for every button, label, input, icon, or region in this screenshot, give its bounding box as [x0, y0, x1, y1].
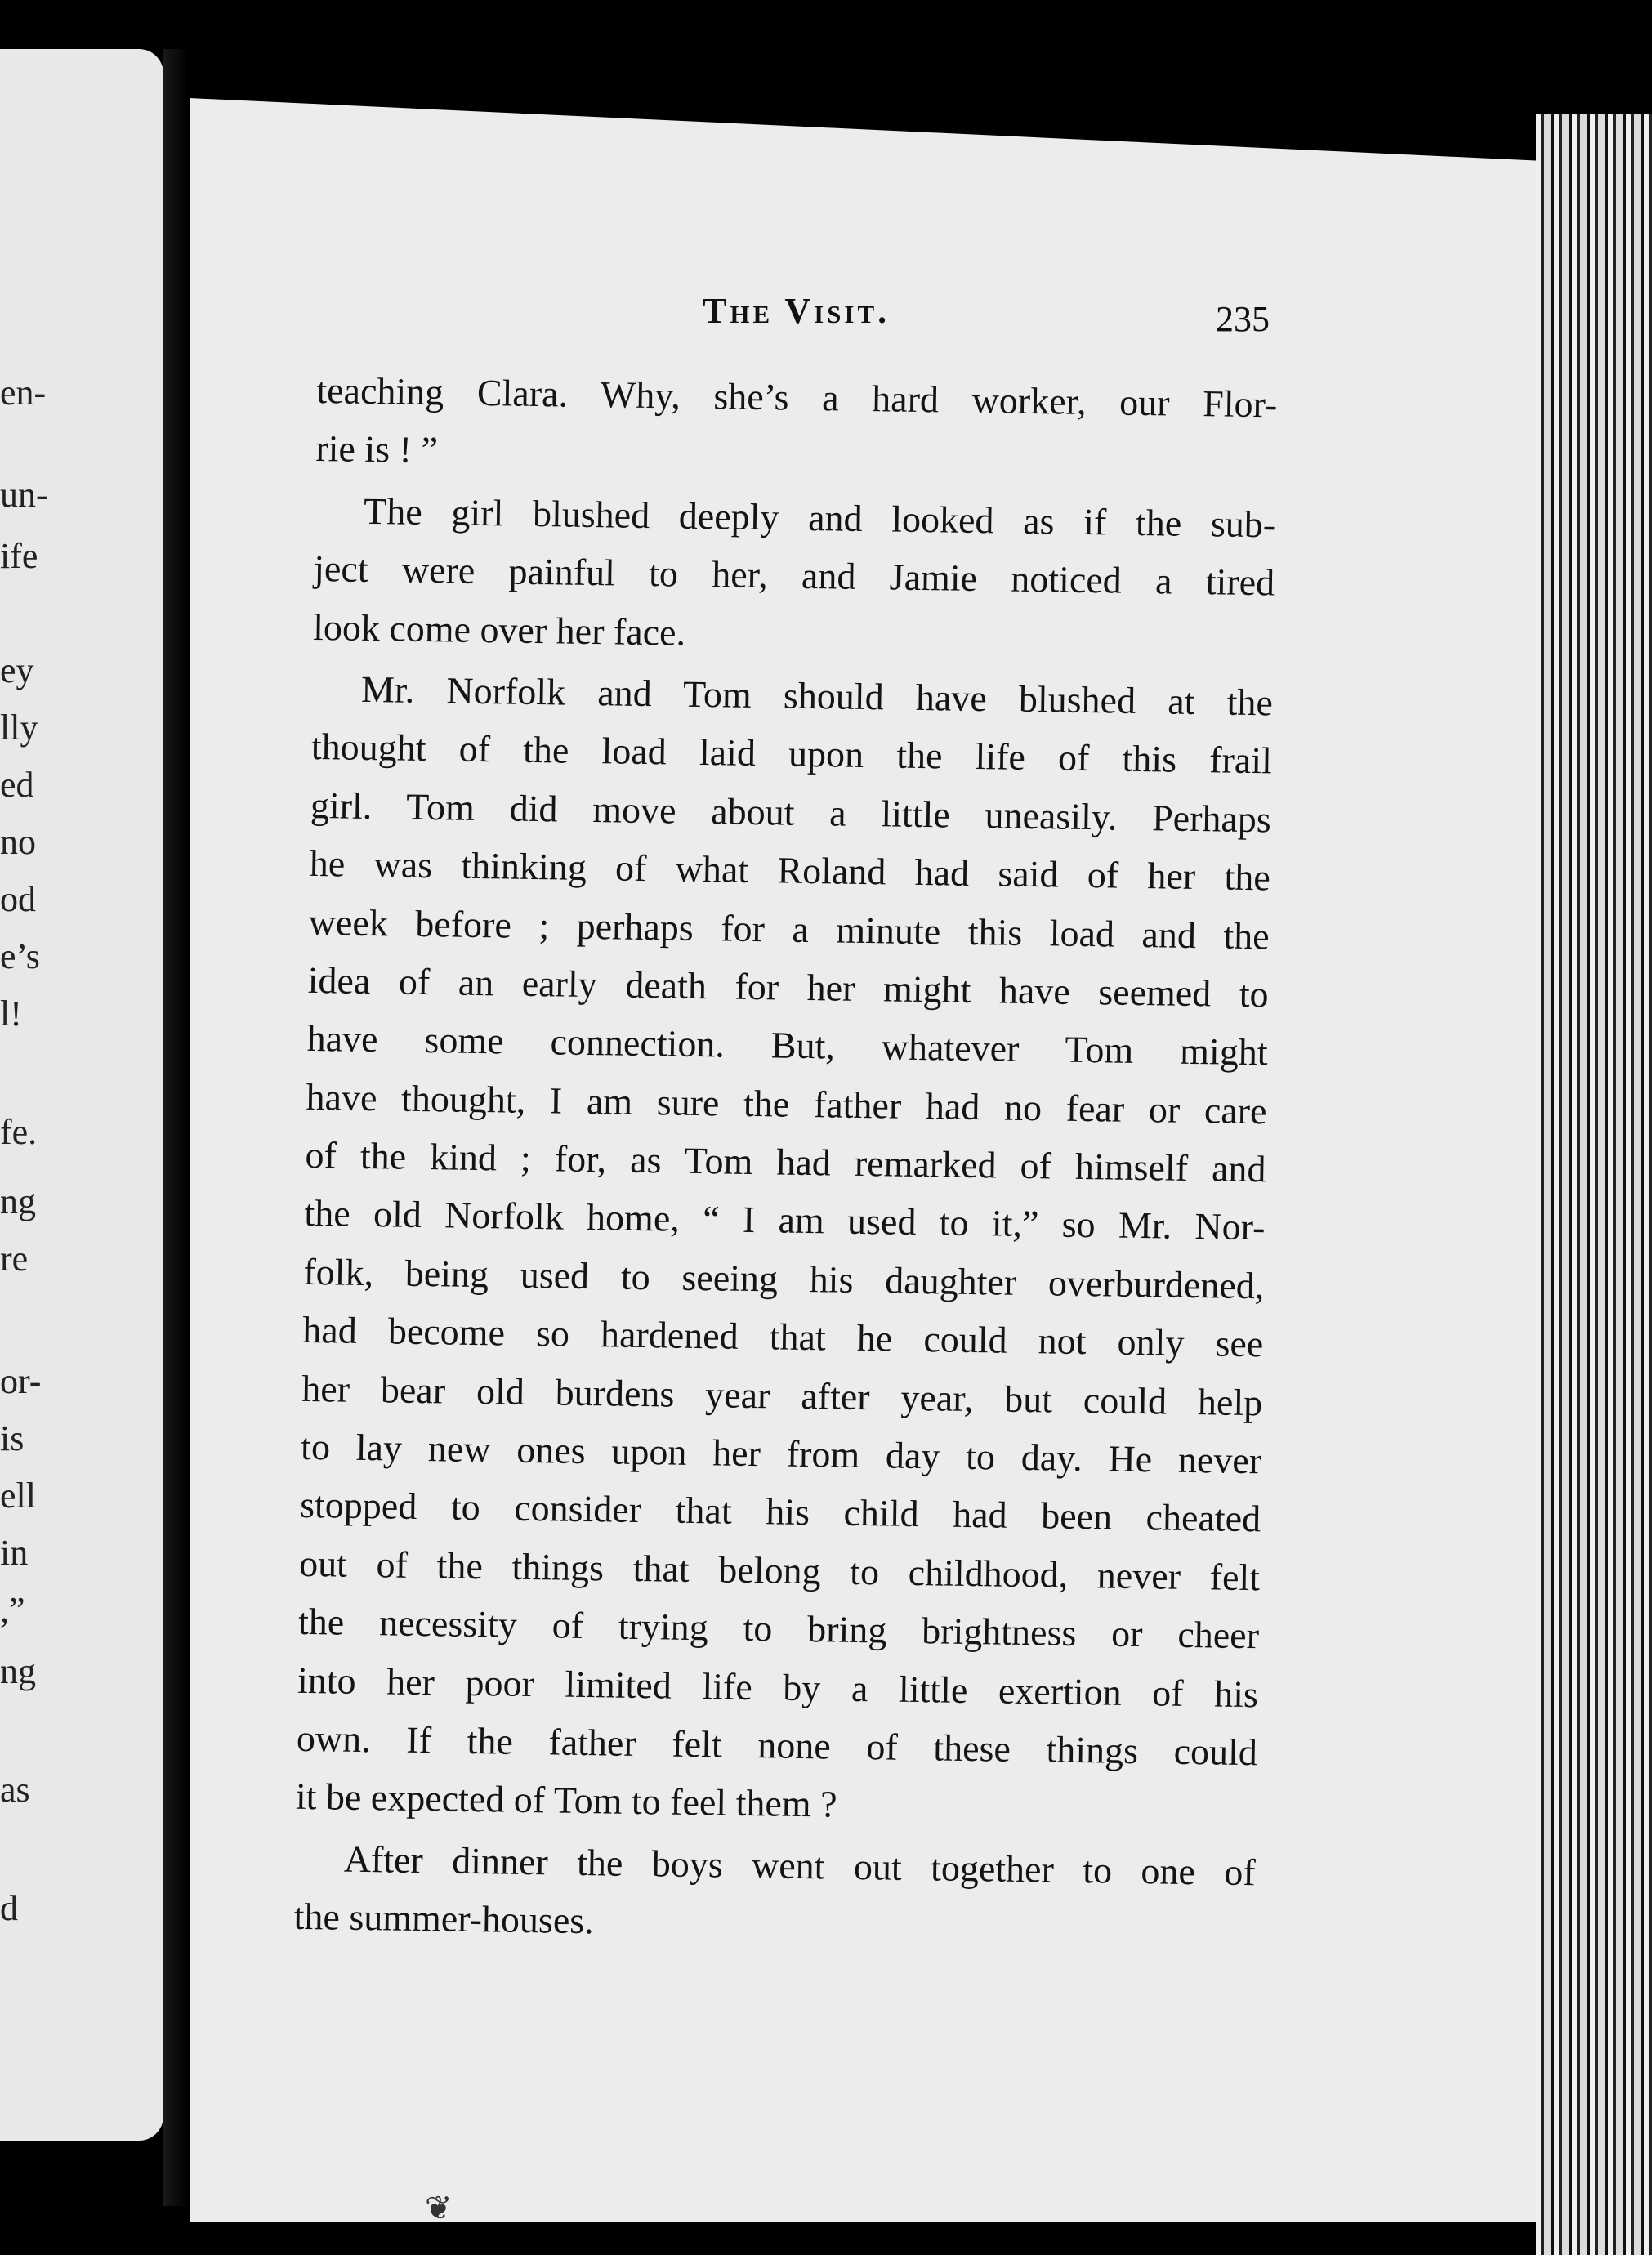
left-page-fragment: no	[0, 822, 36, 862]
text-line: girl. Tom did move about a little uneasily. Perhaps	[310, 784, 1272, 841]
text-line: idea of an early death for her might have seemed to	[307, 958, 1270, 1016]
text-line: the summer-houses.	[293, 1895, 595, 1942]
text-line: week before ; perhaps for a minute this load and the	[308, 900, 1270, 957]
left-facing-page	[0, 49, 163, 2141]
text-line: teaching Clara. Why, she’s a hard worker, our Flor-	[316, 368, 1278, 426]
running-head: The Visit.	[703, 291, 891, 331]
text-line: it be expected of Tom to feel them ?	[295, 1775, 837, 1826]
body-text	[293, 361, 1278, 1960]
text-line: After dinner the boys went out together to one of	[343, 1837, 1257, 1894]
page-edges	[1536, 114, 1652, 2255]
left-page-fragment: ey	[0, 650, 34, 690]
text-line: to lay new ones upon her from day to day. He never	[300, 1425, 1262, 1482]
text-line: into her poor limited life by a little exertion of his	[297, 1659, 1259, 1715]
left-page-fragment: ,”	[0, 1590, 25, 1630]
left-page-fragment: fe.	[0, 1112, 38, 1152]
text-line: have thought, I am sure the father had no fear or care	[306, 1075, 1267, 1132]
left-page-fragment: as	[0, 1770, 30, 1810]
left-page-fragment: lly	[0, 708, 38, 748]
text-line: ject were painful to her, and Jamie noticed a tired	[313, 547, 1275, 604]
text-line: stopped to consider that his child had been cheated	[299, 1484, 1261, 1540]
left-page-fragment: d	[0, 1888, 18, 1928]
left-page-fragment: in	[0, 1533, 29, 1573]
page-number: 235	[1216, 299, 1270, 339]
text-line: her bear old burdens year after year, but could help	[301, 1367, 1263, 1423]
left-page-fragment: re	[0, 1239, 29, 1279]
left-page-fragment: ife	[0, 536, 38, 576]
binding-gutter	[163, 49, 188, 2206]
text-line: out of the things that belong to childhood, never felt	[298, 1542, 1261, 1599]
text-line: had become so hardened that he could not only see	[302, 1309, 1264, 1365]
left-page-fragment: od	[0, 879, 36, 919]
text-line: he was thinking of what Roland had said of her the	[309, 842, 1271, 899]
left-page-fragment: ell	[0, 1476, 36, 1516]
left-page-fragment: is	[0, 1418, 25, 1458]
text-line: look come over her face.	[312, 605, 686, 654]
text-line: the necessity of trying to bring brightness or cheer	[297, 1601, 1260, 1657]
left-page-fragment: ng	[0, 1181, 36, 1221]
left-page-fragment: l!	[0, 994, 22, 1034]
text-line: folk, being used to seeing his daughter overburdened,	[303, 1250, 1265, 1307]
text-line: own. If the father felt none of these things could	[296, 1717, 1258, 1774]
text-line: The girl blushed deeply and looked as if the sub-	[363, 489, 1276, 546]
left-page-fragment: un-	[0, 475, 48, 515]
text-line: Mr. Norfolk and Tom should have blushed at the	[360, 668, 1274, 724]
left-page-fragment: e’s	[0, 936, 40, 976]
left-page-fragment: or-	[0, 1361, 42, 1401]
text-line: rie is ! ”	[315, 427, 439, 471]
left-page-fragment: ed	[0, 765, 34, 805]
text-line: of the kind ; for, as Tom had remarked of himself and	[305, 1133, 1266, 1190]
text-line: the old Norfolk home, “ I am used to it,” so Mr. Nor-	[304, 1192, 1266, 1248]
text-line: thought of the load laid upon the life of this frail	[310, 726, 1273, 782]
text-line: have some connection. But, whatever Tom might	[306, 1017, 1268, 1074]
left-page-fragment: en-	[0, 373, 47, 413]
left-page-fragment: ng	[0, 1651, 36, 1691]
printer-ornament-icon: ❦	[425, 2190, 453, 2227]
